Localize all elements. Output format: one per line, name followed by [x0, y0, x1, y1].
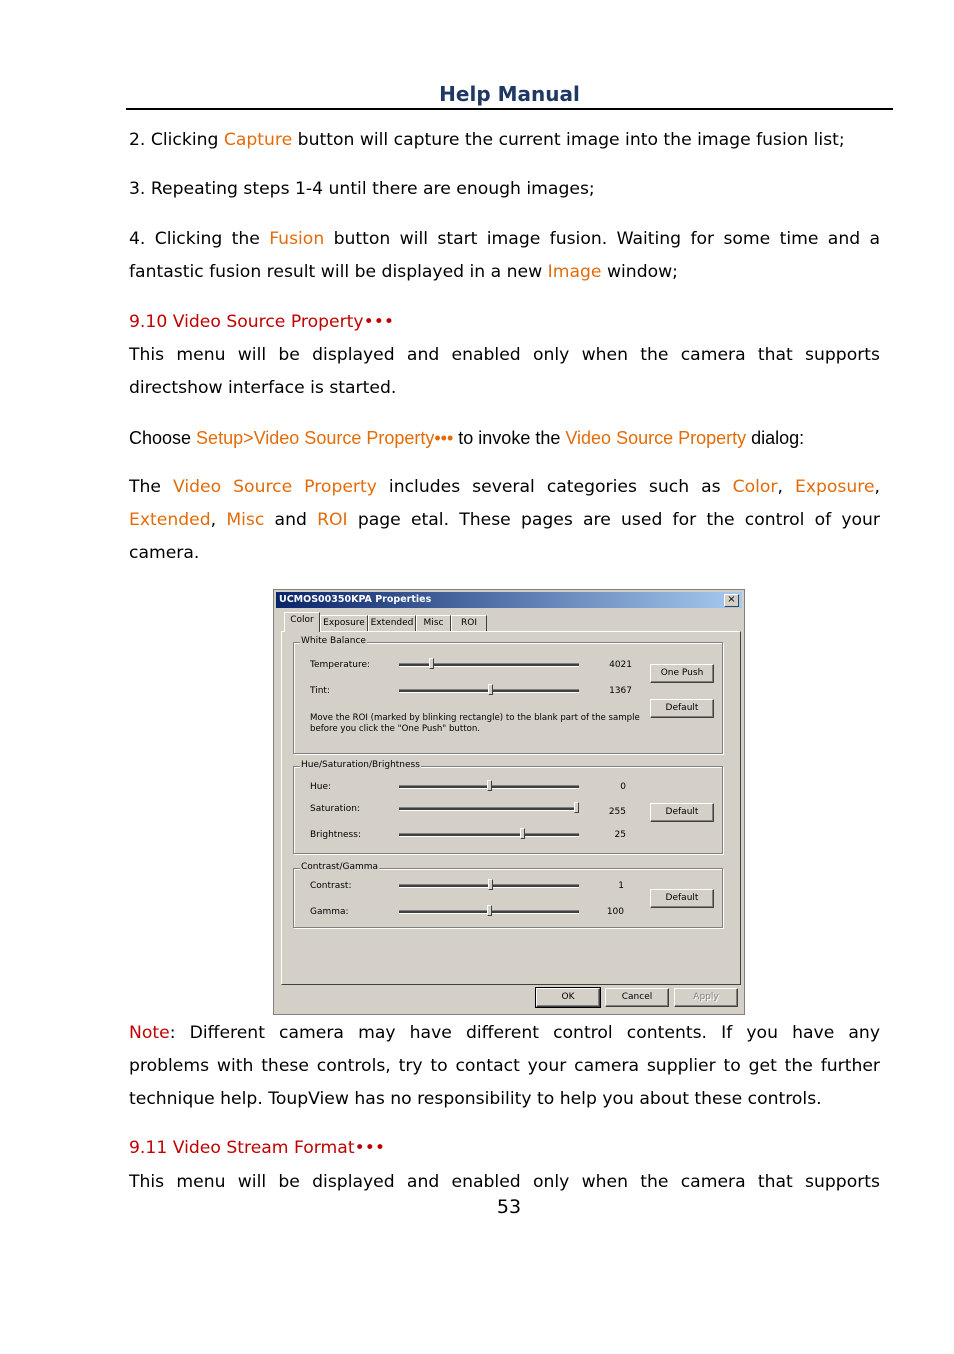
hue-saturation-brightness-group: [293, 760, 723, 854]
section-9-10-heading: 9.10 Video Source Property•••: [129, 312, 394, 332]
tab-exposure[interactable]: Exposure: [320, 615, 368, 632]
ok-button[interactable]: OK: [536, 988, 600, 1007]
step-4-line-1: [129, 223, 880, 256]
note-line-3: technique help. ToupView has no responsibility to help you about these controls.: [129, 1089, 822, 1109]
hsb-default-button[interactable]: Default: [650, 803, 714, 822]
tint-slider-thumb[interactable]: [488, 684, 493, 695]
white-balance-label: White Balance: [301, 636, 366, 646]
gamma-slider-thumb[interactable]: [487, 905, 492, 916]
close-icon[interactable]: ×: [724, 594, 739, 607]
page-number: 53: [496, 1196, 522, 1218]
step-4-text-2: fantastic fusion result will be displayed in a new: [129, 262, 548, 282]
brightness-slider-track[interactable]: [399, 833, 579, 837]
saturation-value: 255: [608, 807, 626, 817]
section-9-11-body: [129, 1166, 880, 1199]
choose-text-end: dialog:: [746, 428, 805, 448]
contrast-label: Contrast:: [310, 881, 352, 891]
saturation-slider-thumb[interactable]: [574, 802, 579, 813]
exposure-term: Exposure: [794, 477, 875, 497]
white-balance-group: [293, 636, 723, 754]
step-4-text-cont: button will start image fusion. Waiting for some time and a: [324, 229, 880, 249]
temperature-label: Temperature:: [310, 660, 371, 670]
misc-term: Misc: [226, 510, 265, 530]
one-push-button[interactable]: One Push: [650, 664, 714, 683]
comma: ,: [874, 477, 880, 497]
section-9-10-line-2: directshow interface is started.: [129, 378, 397, 398]
tab-extended[interactable]: Extended: [368, 615, 416, 632]
categories-line-2: [129, 504, 880, 537]
step-2-text: 2. Clicking: [129, 130, 224, 150]
contrast-value: 1: [618, 881, 624, 891]
fusion-term: Fusion: [269, 229, 325, 249]
categories-paragraph: [129, 471, 880, 570]
capture-term: Capture: [223, 130, 293, 150]
section-9-11-line-1: This menu will be displayed and enabled only when the camera that supports: [129, 1172, 880, 1192]
categories-text-end: page etal. These pages are used for the control of your: [347, 510, 880, 530]
note-paragraph: [129, 1017, 880, 1116]
brightness-slider-thumb[interactable]: [520, 828, 525, 839]
note-line-1: [129, 1017, 880, 1050]
page-header-title: Help Manual: [439, 82, 580, 106]
header-rule: [126, 108, 893, 110]
categories-text-mid: includes several categories such as: [376, 477, 733, 497]
brightness-label: Brightness:: [310, 830, 361, 840]
comma: ,: [210, 510, 227, 530]
contrast-gamma-label: Contrast/Gamma: [301, 862, 379, 872]
dialog-title: UCMOS00350KPA Properties: [279, 594, 432, 605]
note-label: Note: [129, 1023, 170, 1043]
hue-label: Hue:: [310, 782, 332, 792]
contrast-gamma-group: [293, 862, 723, 928]
tab-roi[interactable]: ROI: [451, 615, 487, 632]
step-3: 3. Repeating steps 1-4 until there are enough images;: [129, 179, 595, 199]
saturation-slider-track[interactable]: [399, 807, 579, 811]
hue-value: 0: [620, 782, 626, 792]
comma: ,: [777, 477, 795, 497]
step-2: [129, 124, 880, 157]
hue-slider-thumb[interactable]: [487, 780, 492, 791]
section-9-10-line-1: This menu will be displayed and enabled only when the camera that supports: [129, 345, 880, 365]
temperature-slider-track[interactable]: [399, 663, 579, 667]
note-line-2: problems with these controls, try to contact your camera supplier to get the further: [129, 1056, 880, 1076]
extended-term: Extended: [129, 510, 211, 530]
image-term: Image: [547, 262, 602, 282]
tab-color[interactable]: Color: [284, 612, 320, 632]
color-tab-panel: [281, 631, 741, 985]
cancel-button[interactable]: Cancel: [605, 988, 669, 1007]
step-4-line-2: [129, 256, 880, 289]
tab-misc[interactable]: Misc: [416, 615, 451, 632]
one-push-hint-line-1: Move the ROI (marked by blinking rectangle) to the blank part of the sample: [310, 713, 640, 723]
brightness-value: 25: [614, 830, 626, 840]
setup-menu-path: Setup>Video Source Property•••: [196, 428, 454, 448]
hsb-group-label: Hue/Saturation/Brightness: [301, 760, 420, 770]
saturation-label: Saturation:: [310, 804, 360, 814]
choose-instruction: [129, 422, 880, 455]
note-text: : Different camera may have different control contents. If you have any: [169, 1023, 880, 1043]
gamma-label: Gamma:: [310, 907, 349, 917]
choose-text: Choose: [129, 428, 197, 448]
tint-value: 1367: [609, 686, 632, 696]
gamma-value: 100: [606, 907, 624, 917]
color-term: Color: [732, 477, 778, 497]
roi-term: ROI: [317, 510, 348, 530]
contrast-gamma-default-button[interactable]: Default: [650, 889, 714, 908]
categories-line-1: [129, 471, 880, 504]
step-2-text-end: button will capture the current image into the image fusion list;: [292, 130, 845, 150]
section-9-11-heading: 9.11 Video Stream Format•••: [129, 1138, 385, 1158]
step-4-text-end: window;: [601, 262, 678, 282]
section-9-10-body: [129, 339, 880, 405]
temperature-value: 4021: [609, 660, 632, 670]
temperature-slider-thumb[interactable]: [429, 658, 434, 669]
dialog-title-bar: [276, 592, 742, 608]
and-text: and: [264, 510, 318, 530]
video-source-property-term-2: Video Source Property: [172, 477, 377, 497]
categories-text: The: [129, 477, 173, 497]
step-4: [129, 223, 880, 289]
step-4-text: 4. Clicking the: [129, 229, 270, 249]
white-balance-default-button[interactable]: Default: [650, 699, 714, 718]
choose-text-mid: to invoke the: [453, 428, 566, 448]
apply-button[interactable]: Apply: [674, 988, 738, 1007]
categories-line-3: camera.: [129, 543, 200, 563]
video-source-property-term: Video Source Property: [565, 428, 747, 448]
contrast-slider-thumb[interactable]: [488, 879, 493, 890]
one-push-hint-line-2: before you click the "One Push" button.: [310, 724, 481, 734]
properties-dialog: [273, 589, 745, 1015]
tint-label: Tint:: [310, 686, 330, 696]
